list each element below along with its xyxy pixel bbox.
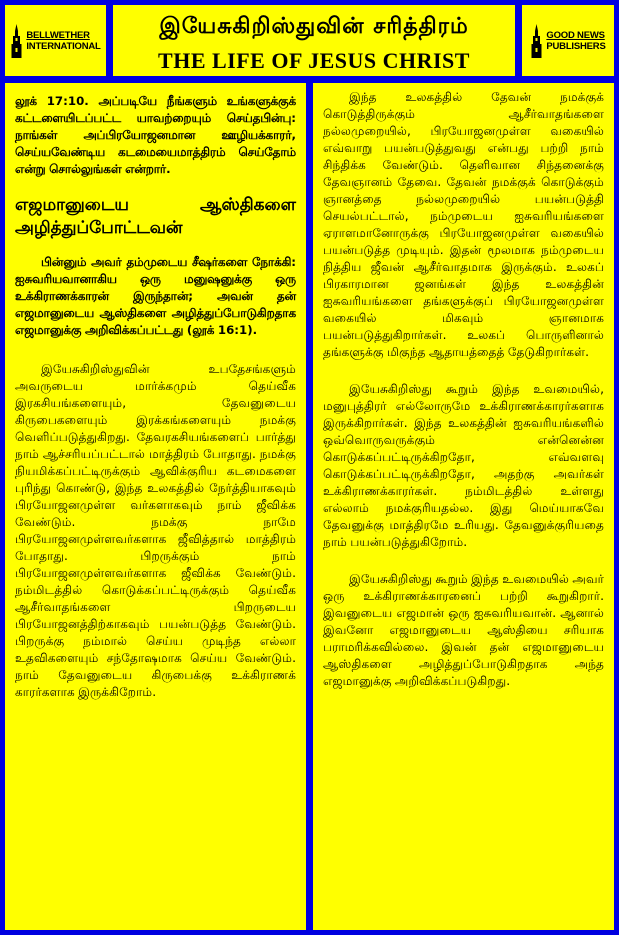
left-column: [5, 83, 306, 930]
verse-text: லூக் 17:10. அப்படியே நீங்களும் உங்களுக்குக் கட்டளையிடப்பட்ட யாவற்றையும் செய்தபின்பு: நாங்கள் அப்பிரயோஜனமான ஊழியக்காரர், செய்யவேண்டிய கடமையைமாத்திரம் செய்தோம் என்று சொல்லுங்கள் என்றார்.: [15, 94, 296, 176]
tower-icon: [530, 24, 543, 58]
body-paragraph-3: இயேசுகிறிஸ்து கூறும் இந்த உவமையில் அவர் ஒரு உக்கிராணக்காரனைப் பற்றி கூறுகிறார். இவனுடைய எஜமான் ஒரு ஐசுவரியவான். ஆனால் இவனோ எஜமானுடைய ஆஸ்தியை சரியாக பராமரிக்கவில்லை. இவன் தன் எஜமானுடைய ஆஸ்திகளை அழித்துப்போடுகிறதாக அந்த எஜமானுக்கு அறிவிக்கப்படுகிறது.: [323, 572, 604, 688]
logo-right-line1: GOOD NEWS: [546, 29, 605, 41]
tower-icon: [10, 24, 23, 58]
body-paragraph-1: இந்த உலகத்தில் தேவன் நமக்குக் கொடுத்திருக்கும் ஆசீர்வாதங்களை நல்லமுறையில், பிரயோஜனமுள்ள வகையில் எவ்வாறு பயன்படுத்துவது என்பது பற்றி நாம் சிந்திக்க வேண்டும். தெளிவான சிந்தனைக்கு தேவஞானம் தேவை. தேவன் நமக்குக் கொடுக்கும் ஞானத்தை நல்லமுறையில் பயன்படுத்தி செயல்பட்டால், நம்முடைய ஐசுவரியங்களை ஏராளமானோருக்கு பிரயோஜனமுள்ள வகையில் பயன்படுத்த முடியும். இதன் மூலமாக நம்முடைய நித்திய ஜீவன் ஆசீர்வாதமாக இருக்கும். உலகப் பிரகாரமான ஜனங்கள் இந்த உலகத்தின் ஐசுவரியங்களை தங்களுக்குப் பிரயோஜனமுள்ள வகையில் மிகவும் ஞானமாக பயன்படுத்துகிறார்கள். உலகப் பொருளினால் தங்களுக்கு மிகுந்த ஆதாயத்தைத் தேடுகிறார்கள்.: [323, 90, 604, 359]
section-heading: எஜமானுடைய ஆஸ்திகளை அழித்துப்போட்டவன்: [15, 195, 296, 238]
title-english: THE LIFE OF JESUS CHRIST: [158, 48, 470, 73]
good-news-logo: [522, 5, 614, 76]
logo-left-line1: BELLWETHER: [26, 29, 90, 41]
right-column: [313, 83, 614, 930]
bellwether-logo: [5, 5, 106, 76]
body-paragraph: இயேசுகிறிஸ்துவின் உபதேசங்களும் அவருடைய மார்க்கமும் தெய்வீக இரகசியங்களையும், தேவனுடைய கிருபைகளையும் இரக்கங்களையும் நமக்கு வெளிப்படுத்துகிறது. தேவரகசியங்களைப் பார்த்து நாம் ஆச்சரியப்பட்டால் மாத்திரம் போதாது. நமக்கு நியமிக்கப்பட்டிருக்கும் ஆவிக்குரிய கடமைகளை புரிந்து கொண்டு, இந்த உலகத்தில் நேர்த்தியாகவும் பிரயோஜனமுள்ள வர்களாகவும் நாம் ஜீவிக்க வேண்டும். நமக்கு நாமே பிரயோஜனமுள்ளவர்களாக ஜீவித்தால் மாத்திரம் போதாது. பிறருக்கும் நாம் பிரயோஜனமுள்ளவர்களாக ஜீவிக்க வேண்டும். நம்மிடத்தில் கொடுக்கப்பட்டிருக்கும் தெய்வீக ஆசீர்வாதங்களை பிறருடைய பிரயோஜனத்திற்காகவும் பயன்படுத்த வேண்டும். பிறருக்கு நம்மால் செய்ய முடிந்த எல்லா உதவிகளையும் சந்தோஷமாக செய்ய வேண்டும். நாம் தேவனுடைய கிருபைக்கு உக்கிராணக் காரர்களாக இருக்கிறோம்.: [15, 362, 296, 699]
title-banner: [113, 5, 515, 76]
logo-left-line2: INTERNATIONAL: [26, 40, 101, 52]
body-paragraph-2: இயேசுகிறிஸ்து கூறும் இந்த உவமையில், மனுபுத்திரர் எல்லோருமே உக்கிராணக்காரர்களாக இருக்கிறார்கள். இந்த உலகத்தின் ஐசுவரியங்களில் ஒவ்வொருவருக்கும் என்னென்ன கொடுக்கப்பட்டிருக்கிறதோ, எவ்வளவு கொடுக்கப்பட்டிருக்கிறதோ, அதற்கு அவர்கள் உக்கிராணக்காரர்கள். நம்மிடத்தில் உள்ளது எல்லாம் நமக்குரியதல்ல. இது மெய்யாகவே தேவனுக்கு மாத்திரமே உரியது. தேவனுக்குரியதை நாம் பயன்படுத்துகிறோம்.: [323, 382, 604, 549]
quote-text: பின்னும் அவர் தம்முடைய சீஷர்களை நோக்கி: ஐசுவரியவானாகிய ஒரு மனுஷனுக்கு ஒரு உக்கிராணக்காரன் இருந்தான்; அவன் தன் எஜமானுடைய ஆஸ்திகளை அழித்துப்போடுகிறதாக எஜமானுக்கு அறிவிக்கப்பட்டது (லூக் 16:1).: [15, 255, 296, 337]
title-tamil: இயேசுகிறிஸ்துவின் சரித்திரம்: [159, 13, 469, 39]
logo-right-line2: PUBLISHERS: [546, 40, 606, 52]
